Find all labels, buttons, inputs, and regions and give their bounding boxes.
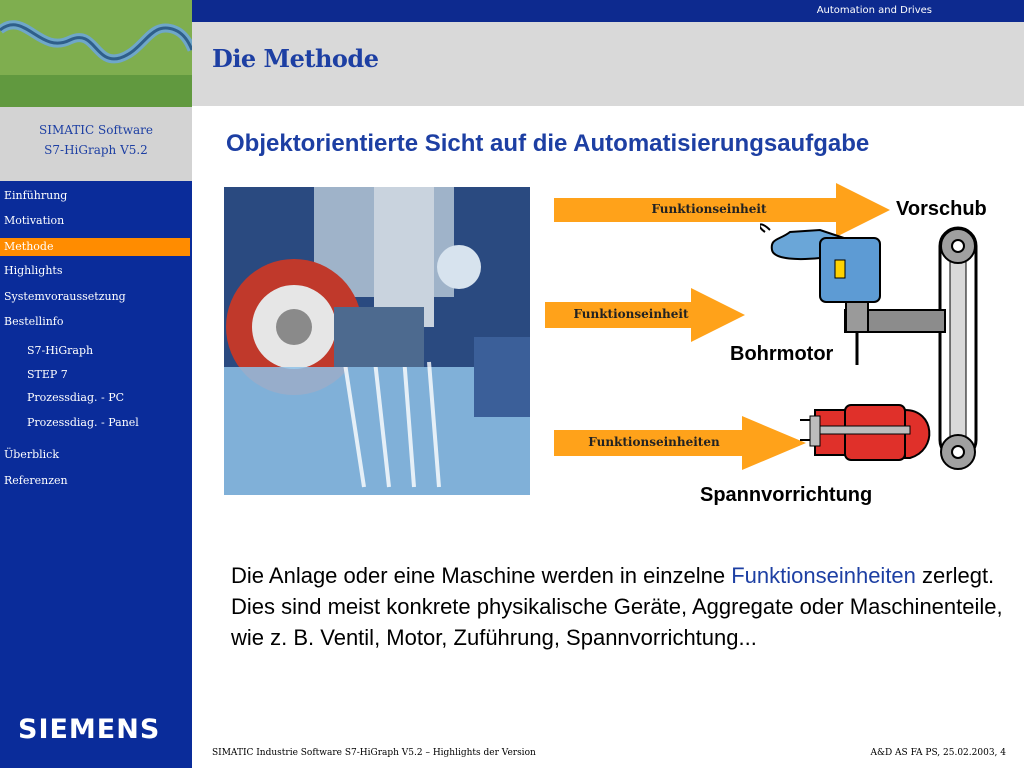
nav-item-bestellinfo[interactable]: Bestellinfo <box>4 315 64 328</box>
river-image <box>0 0 192 107</box>
sidebar-nav <box>0 181 192 768</box>
nav-subitem-prozessdiag-pc[interactable]: Prozessdiag. - PC <box>27 391 125 404</box>
arrow-label: Funktionseinheiten <box>588 435 720 449</box>
top-bar <box>192 0 1024 22</box>
label-vorschub: Vorschub <box>896 198 987 220</box>
milling-machine-image <box>224 187 530 495</box>
nav-subitem-step7[interactable]: STEP 7 <box>27 368 68 381</box>
arrow-label: Funktionseinheit <box>651 202 767 216</box>
unit-label: Automation and Drives <box>816 5 932 16</box>
arrow-label: Funktionseinheit <box>573 307 689 321</box>
nav-item-ueberblick[interactable]: Überblick <box>4 448 59 461</box>
product-version: S7-HiGraph V5.2 <box>44 143 148 157</box>
nav-item-einfuehrung[interactable]: Einführung <box>4 189 68 202</box>
page-title: Die Methode <box>212 44 379 73</box>
slide-heading: Objektorientierte Sicht auf die Automatisierungsaufgabe <box>226 130 870 157</box>
arrow-funktionseinheit-2 <box>545 288 745 342</box>
nav-item-highlights[interactable]: Highlights <box>4 264 63 277</box>
footer-right: A&D AS FA PS, 25.02.2003, 4 <box>870 748 1006 758</box>
paragraph-highlight: Funktionseinheiten <box>731 563 916 588</box>
label-spannvorrichtung: Spannvorrichtung <box>700 484 873 506</box>
product-header <box>0 107 192 181</box>
nav-item-referenzen[interactable]: Referenzen <box>4 474 68 487</box>
description-paragraph <box>231 560 1011 653</box>
header-landscape-photo <box>0 0 192 107</box>
paragraph-part2: zerlegt. Dies sind meist konkrete physikalische Geräte, Aggregate oder Maschinenteile, wie z. B. Ventil, Motor, Zuführung, Spannvorrichtung... <box>231 563 1003 650</box>
nav-subitem-prozessdiag-panel[interactable]: Prozessdiag. - Panel <box>27 416 139 429</box>
nav-subitem-s7-higraph[interactable]: S7-HiGraph <box>27 344 94 357</box>
machine-photo <box>224 187 530 495</box>
footer-left: SIMATIC Industrie Software S7-HiGraph V5.2 – Highlights der Version <box>212 748 536 758</box>
nav-item-motivation[interactable]: Motivation <box>4 214 65 227</box>
paragraph-part1: Die Anlage oder eine Maschine werden in einzelne <box>231 563 732 588</box>
footer <box>192 740 1024 768</box>
nav-item-systemvoraussetzung[interactable]: Systemvoraussetzung <box>4 290 126 303</box>
title-bar <box>192 22 1024 106</box>
siemens-logo: SIEMENS <box>18 714 161 745</box>
nav-item-methode[interactable]: Methode <box>0 238 190 256</box>
label-bohrmotor: Bohrmotor <box>730 343 834 365</box>
product-name: SIMATIC Software <box>39 123 153 137</box>
